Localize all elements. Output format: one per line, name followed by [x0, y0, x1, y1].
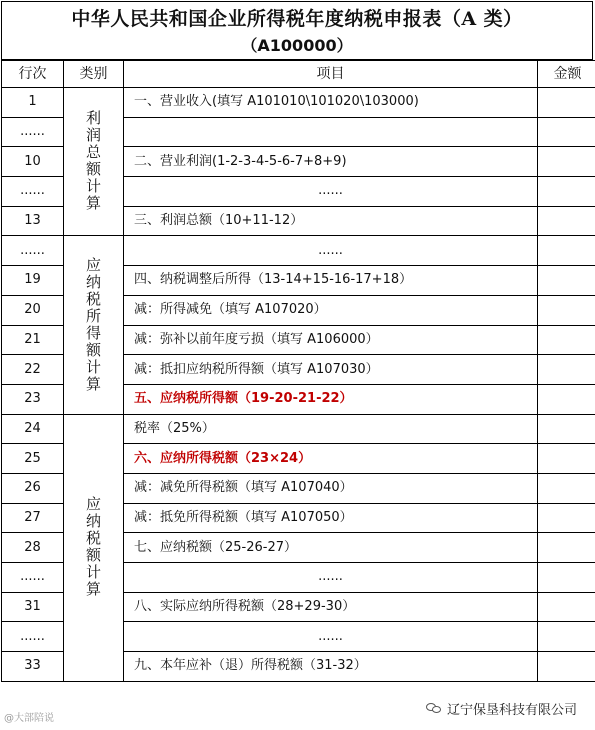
row-item — [124, 117, 538, 147]
amount-cell[interactable] — [538, 266, 595, 296]
amount-cell[interactable] — [538, 295, 595, 325]
row-number: 20 — [2, 295, 64, 325]
row-item-highlighted: 五、应纳税所得额（19-20-21-22） — [124, 384, 538, 414]
amount-cell[interactable] — [538, 384, 595, 414]
watermark-left: @大部陪说 — [4, 713, 54, 724]
table-header-row — [2, 61, 595, 88]
row-number: 28 — [2, 533, 64, 563]
category-profit: 利润总额计算 — [64, 88, 124, 236]
row-number: ...... — [2, 117, 64, 147]
row-number: 24 — [2, 414, 64, 444]
row-number: 33 — [2, 652, 64, 682]
row-item: ...... — [124, 622, 538, 652]
amount-cell[interactable] — [538, 503, 595, 533]
header-row-number: 行次 — [2, 61, 64, 88]
amount-cell[interactable] — [538, 592, 595, 622]
header-item: 项目 — [124, 61, 538, 88]
amount-cell[interactable] — [538, 563, 595, 593]
amount-cell[interactable] — [538, 117, 595, 147]
category-taxable-income: 应纳税所得额计算 — [64, 236, 124, 414]
header-category: 类别 — [64, 61, 124, 88]
tax-return-table — [1, 60, 595, 682]
row-number: 23 — [2, 384, 64, 414]
row-item: 九、本年应补（退）所得税额（31-32） — [124, 652, 538, 682]
row-number: 25 — [2, 444, 64, 474]
row-number: ...... — [2, 177, 64, 207]
amount-cell[interactable] — [538, 325, 595, 355]
row-item: ...... — [124, 563, 538, 593]
row-number: 13 — [2, 206, 64, 236]
amount-cell[interactable] — [538, 414, 595, 444]
amount-cell[interactable] — [538, 88, 595, 118]
row-item: 二、营业利润(1-2-3-4-5-6-7+8+9) — [124, 147, 538, 177]
row-number: ...... — [2, 236, 64, 266]
row-number: 31 — [2, 592, 64, 622]
wechat-icon — [426, 702, 442, 715]
amount-cell[interactable] — [538, 355, 595, 385]
amount-cell[interactable] — [538, 473, 595, 503]
table-row — [2, 88, 595, 118]
form-code: （A100000） — [241, 36, 353, 55]
row-item: 三、利润总额（10+11-12） — [124, 206, 538, 236]
row-item-highlighted: 六、应纳所得税额（23×24） — [124, 444, 538, 474]
watermark-right — [420, 697, 583, 719]
amount-cell[interactable] — [538, 206, 595, 236]
row-item: 税率（25%） — [124, 414, 538, 444]
row-item: 四、纳税调整后所得（13-14+15-16-17+18） — [124, 266, 538, 296]
row-item: 减：弥补以前年度亏损（填写 A106000） — [124, 325, 538, 355]
table-row — [2, 414, 595, 444]
row-item: 减：抵免所得税额（填写 A107050） — [124, 503, 538, 533]
amount-cell[interactable] — [538, 177, 595, 207]
form-title — [1, 1, 593, 60]
row-number: 21 — [2, 325, 64, 355]
row-number: 27 — [2, 503, 64, 533]
category-tax-payable: 应纳税额计算 — [64, 414, 124, 681]
header-amount: 金额 — [538, 61, 595, 88]
row-item: 减：抵扣应纳税所得额（填写 A107030） — [124, 355, 538, 385]
amount-cell[interactable] — [538, 444, 595, 474]
row-number: ...... — [2, 622, 64, 652]
row-number: ...... — [2, 563, 64, 593]
row-number: 26 — [2, 473, 64, 503]
amount-cell[interactable] — [538, 236, 595, 266]
row-number: 22 — [2, 355, 64, 385]
row-item: 八、实际应纳所得税额（28+29-30） — [124, 592, 538, 622]
row-item: 七、应纳税额（25-26-27） — [124, 533, 538, 563]
amount-cell[interactable] — [538, 622, 595, 652]
row-number: 19 — [2, 266, 64, 296]
row-number: 10 — [2, 147, 64, 177]
row-item: 减：减免所得税额（填写 A107040） — [124, 473, 538, 503]
row-item: 减：所得减免（填写 A107020） — [124, 295, 538, 325]
row-item: ...... — [124, 236, 538, 266]
form-title-main: 中华人民共和国企业所得税年度纳税申报表（A 类） — [71, 8, 523, 30]
row-item: ...... — [124, 177, 538, 207]
watermark-company: 辽宁保垦科技有限公司 — [447, 702, 578, 718]
row-item: 一、营业收入(填写 A101010\101020\103000) — [124, 88, 538, 118]
row-number: 1 — [2, 88, 64, 118]
amount-cell[interactable] — [538, 533, 595, 563]
amount-cell[interactable] — [538, 652, 595, 682]
amount-cell[interactable] — [538, 147, 595, 177]
table-row — [2, 236, 595, 266]
